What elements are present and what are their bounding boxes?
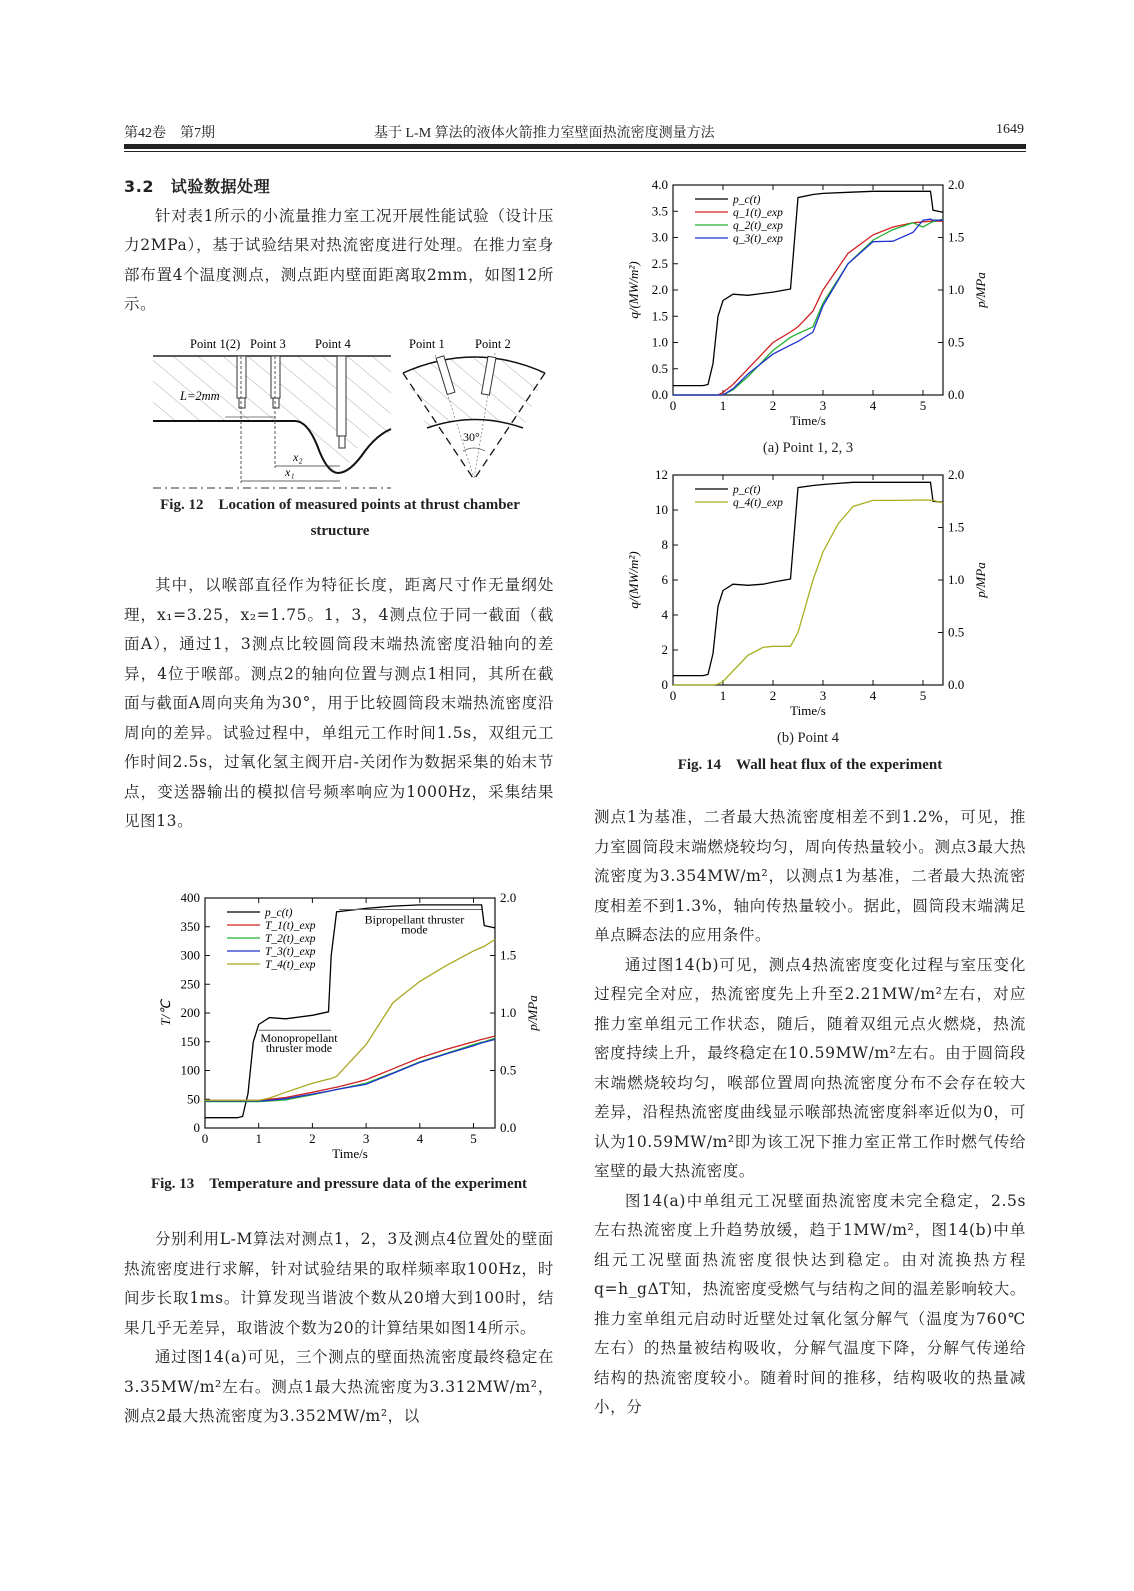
y-tick-label: 8: [661, 537, 668, 552]
y-right-tick-label: 1.5: [948, 519, 965, 535]
legend-label: T_2(t)_exp: [265, 933, 316, 945]
legend-label: q_2(t)_exp: [733, 220, 783, 232]
y-right-tick-label: 0.0: [948, 677, 965, 692]
y-tick-label: 2: [661, 642, 668, 657]
series-line: [673, 219, 943, 395]
fig14b-subcaption: (b) Point 4: [776, 730, 840, 746]
fig12-caption: [130, 492, 550, 544]
y-right-tick-label: 0.5: [500, 1062, 517, 1078]
legend-label: p_c(t): [733, 484, 761, 496]
page-number: 1649: [996, 122, 1024, 137]
y-tick-label: 300: [180, 947, 200, 963]
monopropellant-annotation: thruster mode: [265, 1041, 333, 1056]
y-right-axis-label: p/MPa: [973, 562, 988, 598]
y-axis-label: T/℃: [158, 1000, 173, 1026]
paragraph: 针对表1所示的小流量推力室工况开展性能试验（设计压力2MPa），基于试验结果对热流密度进行处理。在推力室身部布置4个温度测点，测点距内壁面距离取2mm，如图12所示。: [124, 206, 554, 313]
legend-label: T_3(t)_exp: [265, 946, 316, 958]
y-right-axis-label: p/MPa: [973, 272, 988, 308]
x-tick-label: 2: [309, 1131, 316, 1146]
fig14a-subcaption: (a) Point 1, 2, 3: [762, 440, 854, 456]
left-column-middle: [124, 571, 554, 837]
bipropellant-annotation: mode: [401, 922, 428, 937]
y-tick-label: 12: [655, 467, 668, 482]
x-axis-label: Time/s: [790, 703, 826, 718]
label-L: L=2mm: [180, 389, 220, 403]
legend-label: q_1(t)_exp: [733, 207, 783, 219]
y-tick-label: 0: [193, 1120, 200, 1135]
right-column: [594, 803, 1026, 1423]
y-tick-label: 1.0: [651, 334, 668, 350]
y-right-tick-label: 0.0: [948, 387, 965, 402]
y-right-tick-label: 1.5: [948, 229, 965, 245]
y-right-axis-label: p/MPa: [525, 995, 540, 1031]
y-right-tick-label: 2.0: [948, 467, 965, 482]
y-tick-label: 200: [180, 1005, 200, 1020]
running-header: [124, 118, 1026, 146]
label-angle: 30°: [463, 430, 480, 444]
y-tick-label: 10: [655, 502, 668, 517]
y-right-tick-label: 1.0: [948, 572, 965, 587]
header-rule-thick: [124, 144, 1026, 149]
fig12-caption-line1: Fig. 12 Location of measured points at thrust chamber: [160, 497, 520, 513]
y-axis-label: q/(MW/m²): [626, 551, 641, 609]
left-column-top: [124, 172, 554, 320]
y-tick-label: 150: [180, 1033, 200, 1049]
x-tick-label: 5: [919, 398, 927, 413]
y-tick-label: 250: [180, 976, 200, 992]
legend-label: q_4(t)_exp: [733, 497, 783, 509]
header-rule-thin: [124, 151, 1026, 152]
y-tick-label: 2.5: [651, 255, 668, 271]
x-tick-label: 5: [470, 1131, 477, 1146]
series-line: [673, 482, 943, 675]
x-tick-label: 3: [362, 1131, 370, 1146]
x-axis-label: Time/s: [790, 413, 826, 428]
x-axis-label: Time/s: [332, 1146, 368, 1161]
x-tick-label: 5: [919, 688, 927, 703]
fig13-caption: Fig. 13 Temperature and pressure data of the experiment: [150, 1176, 528, 1192]
fig12-caption-line2: structure: [310, 523, 370, 539]
paragraph: 通过图14(a)可见，三个测点的壁面热流密度最终稳定在3.35MW/m²左右。测点1最大热流密度为3.312MW/m²，测点2最大热流密度为3.352MW/m²，以: [124, 1348, 554, 1425]
series-line: [673, 191, 943, 385]
y-right-tick-label: 0.5: [948, 624, 965, 640]
y-tick-label: 350: [180, 918, 200, 934]
y-right-tick-label: 2.0: [500, 890, 517, 905]
series-line: [673, 500, 943, 685]
monopropellant-annotation: Monopropellant: [260, 1030, 338, 1045]
x-tick-label: 1: [719, 398, 727, 413]
paragraph: 测点1为基准，二者最大热流密度相差不到1.2%，可见，推力室圆筒段末端燃烧较均匀，周向传热量较小。测点3最大热流密度为3.354MW/m²，以测点1为基准，二者最大热流密度相差不到1.3%，轴向传热量较小。据此，圆筒段末端满足单点瞬态法的应用条件。: [594, 808, 1026, 944]
x-tick-label: 0: [669, 398, 677, 413]
section-heading: 3.2 试验数据处理: [124, 177, 271, 196]
paragraph: 其中，以喉部直径作为特征长度，距离尺寸作无量纲处理，x₁=3.25，x₂=1.75。1，3，4测点位于同一截面（截面A），通过1，3测点比较圆筒段末端热流密度沿轴向的差异，4位于喉部。测点2的轴向位置与测点1相同，其所在截面与截面A周向夹角为30°，用于比较圆筒段末端热流密度沿周向的差异。试验过程中，单组元工作时间1.5s，双组元工作时间2.5s，过氧化氢主阀开启-关闭作为数据采集的始末节点，变送器输出的模拟信号频率响应为1000Hz，采集结果见图13。: [124, 576, 554, 830]
fig14-caption: Fig. 14 Wall heat flux of the experiment: [677, 757, 943, 773]
label-x2: x₂: [293, 450, 303, 464]
y-tick-label: 6: [661, 572, 668, 587]
y-right-tick-label: 1.0: [948, 282, 965, 297]
x-tick-label: 1: [255, 1131, 262, 1146]
y-tick-label: 0.0: [651, 387, 668, 402]
x-tick-label: 4: [869, 688, 877, 703]
fig14b-chart: [618, 465, 998, 730]
paragraph: 通过图14(b)可见，测点4热流密度变化过程与室压变化过程完全对应，热流密度先上升至2.21MW/m²左右，对应推力室单组元工作状态，随后，随着双组元点火燃烧，热流密度持续上升，最终稳定在10.59MW/m²左右。由于圆筒段末端燃烧较均匀，喉部位置周向热流密度分布不会存在较大差异，沿程热流密度曲线显示喉部热流密度斜率近似为0，可认为10.59MW/m²即为该工况下推力室正常工作时燃气传给室壁的最大热流密度。: [594, 955, 1026, 1180]
series-line: [673, 221, 943, 395]
x-tick-label: 3: [819, 398, 827, 413]
y-tick-label: 4.0: [651, 177, 668, 192]
y-right-tick-label: 0.5: [948, 334, 965, 350]
y-tick-label: 3.0: [651, 229, 668, 245]
paragraph: 分别利用L-M算法对测点1，2，3及测点4位置处的壁面热流密度进行求解，针对试验结果的取样频率取100Hz，时间步长取1ms。计算发现当谐波个数从20增大到100时，结果几乎无差异，取谐波个数为20的计算结果如图14所示。: [124, 1230, 554, 1337]
left-column-bottom: [124, 1225, 554, 1432]
y-tick-label: 0: [661, 677, 668, 692]
legend-label: p_c(t): [733, 194, 761, 206]
legend-label: q_3(t)_exp: [733, 233, 783, 245]
series-line: [205, 905, 495, 1118]
series-line: [673, 219, 943, 395]
journal-article-title: 基于 L-M 算法的液体火箭推力室壁面热流密度测量方法: [374, 126, 715, 141]
bipropellant-annotation: Bipropellant thruster: [364, 912, 465, 927]
fig13-chart: [150, 888, 550, 1173]
y-right-tick-label: 1.5: [500, 947, 517, 963]
y-tick-label: 2.0: [651, 282, 668, 297]
volume-issue: 第42卷 第7期: [124, 126, 215, 141]
y-tick-label: 3.5: [651, 203, 668, 219]
x-tick-label: 0: [201, 1131, 209, 1146]
label-point-3: Point 3: [250, 337, 286, 351]
legend-label: T_1(t)_exp: [265, 920, 316, 932]
x-tick-label: 2: [769, 398, 777, 413]
x-tick-label: 2: [769, 688, 777, 703]
paragraph: 图14(a)中单组元工况壁面热流密度未完全稳定，2.5s左右热流密度上升趋势放缓，趋于1MW/m²，图14(b)中单组元工况壁面热流密度很快达到稳定。由对流换热方程q=h_gΔT知，热流密度受燃气与结构之间的温差影响较大。推力室单组元启动时近壁处过氧化氢分解气（温度为760℃左右）的热量被结构吸收，分解气温度下降，分解气传递给结构的热流密度较小。随着时间的推移，结构吸收的热量减小，分: [594, 1191, 1026, 1416]
y-right-tick-label: 0.0: [500, 1120, 517, 1135]
x-tick-label: 4: [416, 1131, 424, 1146]
y-axis-label: q/(MW/m²): [626, 261, 641, 319]
fig12-diagram: [145, 333, 560, 493]
y-tick-label: 100: [180, 1062, 200, 1078]
y-tick-label: 0.5: [651, 360, 668, 376]
x-tick-label: 0: [669, 688, 677, 703]
label-point-1-2: Point 1(2): [190, 337, 241, 351]
legend-label: p_c(t): [265, 907, 293, 919]
legend-label: T_4(t)_exp: [265, 959, 316, 971]
label-point-4: Point 4: [315, 337, 351, 351]
y-right-tick-label: 1.0: [500, 1005, 517, 1020]
x-tick-label: 4: [869, 398, 877, 413]
x-tick-label: 3: [819, 688, 827, 703]
label-sector-point-2: Point 2: [475, 337, 511, 351]
y-tick-label: 4: [661, 607, 668, 622]
y-right-tick-label: 2.0: [948, 177, 965, 192]
label-x1: x₁: [285, 465, 295, 479]
y-tick-label: 1.5: [651, 308, 668, 324]
fig14a-chart: [618, 175, 998, 440]
x-tick-label: 1: [719, 688, 727, 703]
y-tick-label: 400: [180, 890, 200, 905]
label-sector-point-1: Point 1: [409, 337, 445, 351]
y-tick-label: 50: [187, 1091, 200, 1107]
